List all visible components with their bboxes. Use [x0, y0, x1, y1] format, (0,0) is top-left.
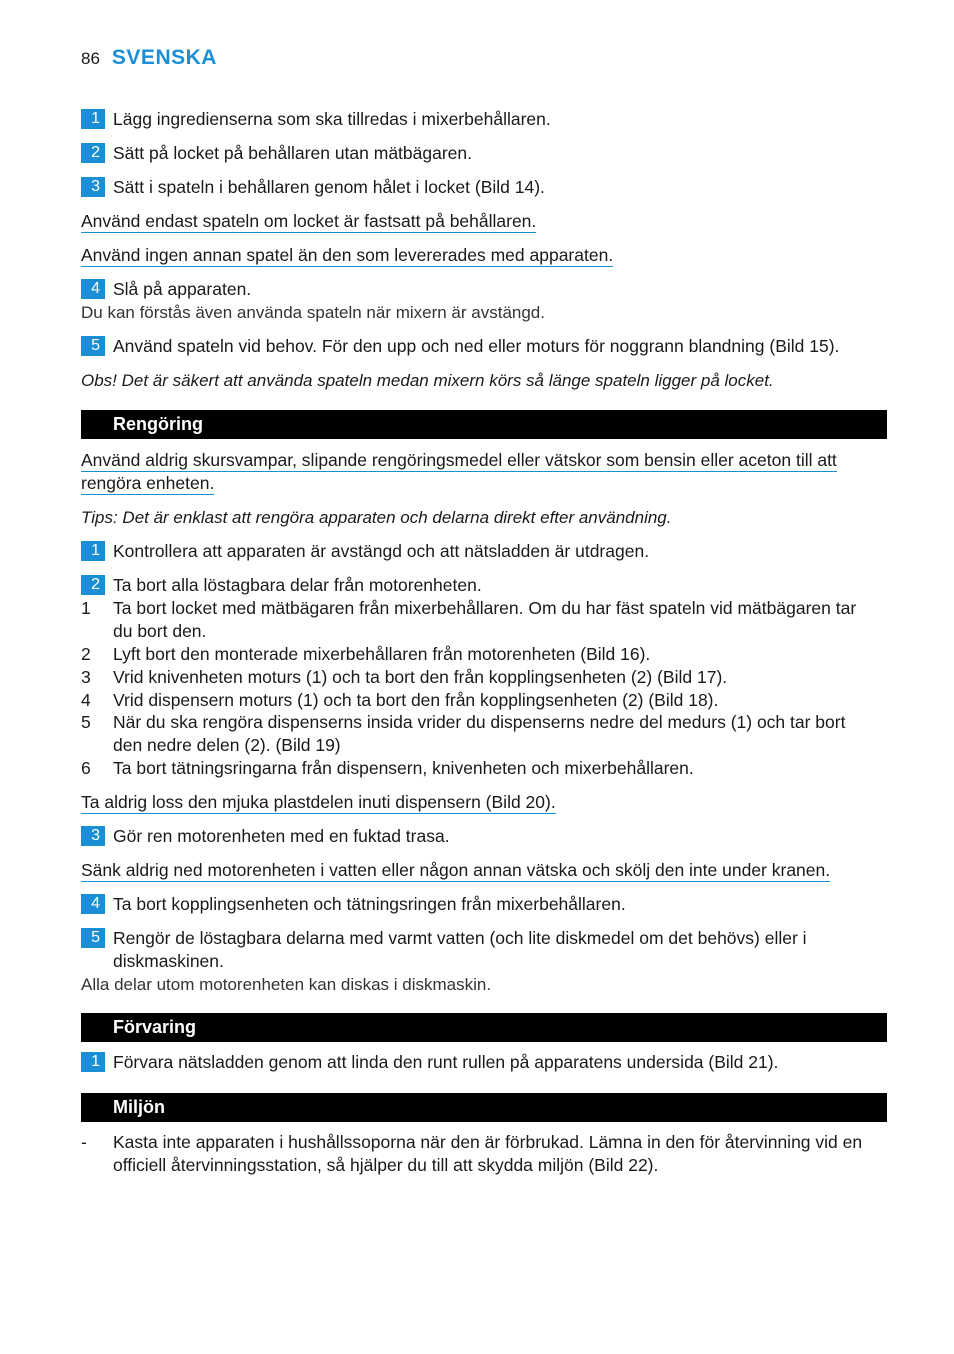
bullet-dash: - [81, 1132, 87, 1152]
step-text: Rengör de löstagbara delarna med varmt vatten (och lite diskmedel om det behövs) eller i [113, 928, 807, 948]
substep-2 [81, 643, 887, 666]
step-number-badge: 2 [81, 143, 105, 163]
substep-number: 4 [81, 690, 91, 710]
substep-4 [81, 689, 887, 712]
language-heading: SVENSKA [111, 46, 217, 69]
step-text: Kontrollera att apparaten är avstängd och att nätsladden är utdragen. [113, 541, 650, 561]
substep-5 [81, 711, 887, 757]
step-number-badge: 1 [81, 541, 105, 561]
step-text: Slå på apparaten. [113, 279, 252, 299]
step-note: Du kan förstås även använda spateln när mixern är avstängd. [81, 303, 545, 322]
step-3 [81, 176, 887, 199]
obs-note: Obs! Det är säkert att använda spateln medan mixern körs så länge spateln ligger på locket. [81, 371, 774, 390]
step-2 [81, 574, 887, 597]
substep-text: den nedre delen (2). (Bild 19) [113, 735, 341, 755]
substep-text: Ta bort tätningsringarna från dispensern, knivenheten och mixerbehållaren. [113, 758, 694, 778]
substep-text: Ta bort locket med mätbägaren från mixerbehållaren. Om du har fäst spateln vid mätbägaren tar [113, 598, 857, 618]
step-number-badge: 1 [81, 109, 105, 129]
warning [81, 449, 887, 472]
step-number-badge: 2 [81, 575, 105, 595]
step-number-badge: 1 [81, 1052, 105, 1072]
substep-6 [81, 757, 887, 780]
section-title: Rengöring [113, 414, 203, 434]
step-number-badge: 3 [81, 177, 105, 197]
substep-text: Lyft bort den monterade mixerbehållaren från motorenheten (Bild 16). [113, 644, 651, 664]
substep-number: 2 [81, 644, 91, 664]
page-header [81, 46, 217, 76]
step-text: diskmaskinen. [113, 951, 224, 971]
substep-number: 6 [81, 758, 91, 778]
step-number-badge: 4 [81, 894, 105, 914]
step-4 [81, 893, 887, 916]
step-text: Förvara nätsladden genom att linda den runt rullen på apparatens undersida (Bild 21). [113, 1052, 779, 1072]
warning [81, 210, 887, 233]
bullet-text: Kasta inte apparaten i hushållssoporna när den är förbrukad. Lämna in den för återvinning vid en [113, 1132, 863, 1152]
section-title: Miljön [113, 1097, 165, 1117]
step-1 [81, 108, 887, 131]
step-number-badge: 5 [81, 336, 105, 356]
step-number-badge: 4 [81, 279, 105, 299]
warning [81, 859, 887, 882]
step-5 [81, 927, 887, 973]
substep-text: Vrid dispensern moturs (1) och ta bort den från kopplingsenheten (2) (Bild 18). [113, 690, 719, 710]
substep-number: 5 [81, 712, 91, 732]
step-4 [81, 278, 887, 301]
step-text: Ta bort alla löstagbara delar från motorenheten. [113, 575, 482, 595]
step-1 [81, 540, 887, 563]
step-text: Lägg ingredienserna som ska tillredas i mixerbehållaren. [113, 109, 551, 129]
substep-number: 3 [81, 667, 91, 687]
step-number-badge: 5 [81, 928, 105, 948]
step-2 [81, 142, 887, 165]
step-3 [81, 825, 887, 848]
warning-text: Använd ingen annan spatel än den som levererades med apparaten. [81, 245, 614, 265]
section-bar-cleaning [81, 410, 887, 439]
bullet-item [81, 1131, 887, 1177]
substep-text: När du ska rengöra dispenserns insida vrider du dispenserns nedre del medurs (1) och tar bort [113, 712, 846, 732]
step-1 [81, 1051, 887, 1074]
substep-number: 1 [81, 598, 91, 618]
step-text: Gör ren motorenheten med en fuktad trasa. [113, 826, 450, 846]
step-text: Sätt i spateln i behållaren genom hålet i locket (Bild 14). [113, 177, 545, 197]
step-note: Alla delar utom motorenheten kan diskas i diskmaskin. [81, 975, 492, 994]
warning-text: Använd endast spateln om locket är fastsatt på behållaren. [81, 211, 537, 231]
step-text: Använd spateln vid behov. För den upp och ned eller moturs för noggrann blandning (Bild 15). [113, 336, 840, 356]
section-bar-environment [81, 1093, 887, 1122]
step-text: Sätt på locket på behållaren utan mätbägaren. [113, 143, 472, 163]
section-title: Förvaring [113, 1017, 197, 1037]
page-number: 86 [81, 49, 100, 68]
section-bar-storage [81, 1013, 887, 1042]
warning-text: Ta aldrig loss den mjuka plastdelen inuti dispensern (Bild 20). [81, 792, 556, 812]
warning [81, 472, 887, 495]
substep-text: du bort den. [113, 621, 207, 641]
warning-text: Sänk aldrig ned motorenheten i vatten eller någon annan vätska och skölj den inte under kranen. [81, 860, 831, 880]
step-5 [81, 335, 887, 358]
warning-text: Använd aldrig skursvampar, slipande rengöringsmedel eller vätskor som bensin eller aceton till att [81, 450, 837, 470]
substep-1 [81, 597, 887, 643]
bullet-text: officiell återvinningsstation, så hjälper du till att skydda miljön (Bild 22). [113, 1155, 659, 1175]
warning [81, 791, 887, 814]
substep-text: Vrid knivenheten moturs (1) och ta bort den från kopplingsenheten (2) (Bild 17). [113, 667, 728, 687]
step-text: Ta bort kopplingsenheten och tätningsringen från mixerbehållaren. [113, 894, 626, 914]
warning-text: rengöra enheten. [81, 473, 215, 493]
substep-3 [81, 666, 887, 689]
step-number-badge: 3 [81, 826, 105, 846]
warning [81, 244, 887, 267]
tip-note: Tips: Det är enklast att rengöra apparaten och delarna direkt efter användning. [81, 508, 672, 527]
